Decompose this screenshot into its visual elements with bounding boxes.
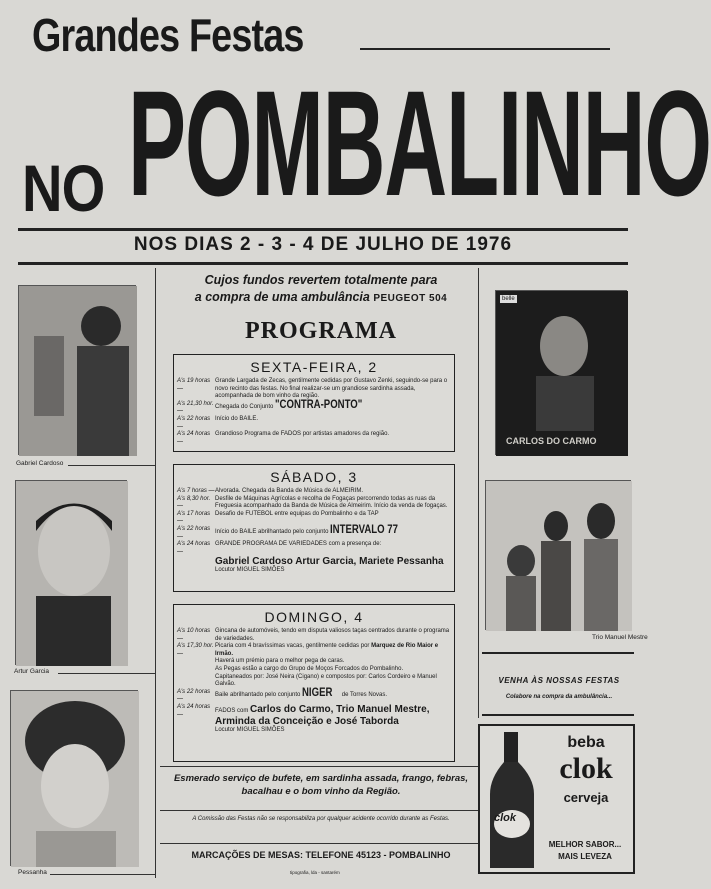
day-box-saturday [173,464,455,592]
schedule-row [174,643,454,658]
day-title: DOMINGO, 4 [264,609,364,625]
schedule-text: Alvorada. Chegada da Banda de Música de ALMEIRIM. [215,488,364,494]
schedule-time: A's 22 horas — [177,688,211,703]
schedule-text: Início do BAILE abrilhantado pelo conjunto [215,528,329,535]
caption-pessanha: Pessanha [18,869,47,876]
schedule-row [174,704,454,727]
portrait-figure-2 [16,481,128,666]
schedule-text-after: de Torres Novas. [341,691,388,698]
announcer: Locutor MIGUEL SIMÕES [215,727,285,734]
schedule-text: Picaria com 4 bravíssimas vacas, gentilmente cedidas por [215,643,370,650]
fund-purpose-line2 [160,289,482,307]
schedule-text: Desfile de Máquinas Agrícolas e recolha de Fogaças percorrendo todas as ruas da Freguesia acompanhado da Banda de Música de Almeirim. Início da venda de fogaças. [215,495,448,510]
photo-trio-manuel-mestre [485,480,631,630]
schedule-text: Desafio de FUTEBOL entre equipas do Pombalinho e da TAP [215,510,379,517]
record-label-logo: belle [502,296,515,302]
schedule-row [174,511,454,526]
schedule-time: A's 22 horas — [177,415,211,430]
record-cover-carlos-do-carmo [495,290,627,455]
bottom-rule-1 [160,766,482,767]
right-rule-bottom [482,714,634,716]
schedule-time: A's 17,30 hor. — [177,643,214,657]
ad-brand: clok [559,752,613,785]
fund-purpose-line1: Cujos fundos revertem totalmente para [204,273,438,287]
caption-artur-garcia: Artur Garcia [14,668,50,675]
title-rule [360,48,610,50]
schedule-time: A's 10 horas — [177,628,211,642]
schedule-text: Grande Largada de Zecas, gentilmente cedidas por Gustavo Zenki, seguindo-se para o novo recinto das festas. No final realizar-se um grandiose sardinha assada, acompanhada de bom vinho da região. [215,378,448,400]
photo-mariete-pessanha [10,690,138,866]
beer-bottle-icon [484,732,540,870]
right-rule-top [482,652,634,654]
band-contra-ponto: "CONTRA-PONTO" [275,396,363,411]
schedule-row [174,541,454,556]
day-title: SÁBADO, 3 [270,469,358,485]
printer-credit: tipografia, lda - santarém [290,870,340,875]
bufete-text: Esmerado serviço de bufete, em sardinha assada, frango, febras, bacalhau e o bom vinho da Região. [173,773,469,797]
title-pombalinho: POMBALINHO [128,59,711,227]
portrait-figure-1 [19,286,137,456]
portrait-figure-4 [496,291,628,456]
schedule-row [174,496,454,511]
schedule-row [174,684,454,704]
dates-rule-top [18,228,628,231]
ad-tagline-1: MELHOR SABOR... [548,840,622,849]
schedule-time: A's 8,30 hor. — [177,495,211,510]
schedule-row [174,727,454,735]
schedule-row [174,556,454,567]
table-reservations: MARCAÇÕES DE MESAS: TELEFONE 45123 - POMBALINHO [191,850,451,860]
schedule-time: A's 17 horas — [177,510,211,525]
schedule-text: Capitaneados por: José Neira (Cigano) e compostos por: Carlos Cordeiro e Manuel Galvão. [215,673,437,688]
schedule-text: Chegada do Conjunto [215,403,274,410]
schedule-text: Gincana de automóveis, tendo em disputa valiosos taças centrados durante o programa de variedades. [215,628,450,642]
schedule-row [174,658,454,666]
artists-variety: Gabriel Cardoso Artur Garcia, Mariete Pessanha [215,556,444,568]
schedule-text: Haverá um prémio para o melhor pega de caras. [215,658,345,665]
bottle-label-text: clok [494,812,517,824]
announcer: Locutor MIGUEL SIMÕES [215,567,285,574]
schedule-text: FADOS com [215,707,249,714]
fund-purpose [160,272,482,307]
cattle-owner: Marquez de Rio Maior e Irmão. [215,643,439,657]
title-grandes-festas: Grandes Festas [32,9,304,61]
comissao-disclaimer: A Comissão das Festas não se responsabiliza por qualquer acidente ocorrido durante as Festas. [192,816,450,822]
dates-rule-bottom [18,262,628,265]
venha-slogan: VENHA ÀS NOSSAS FESTAS [498,676,620,685]
schedule-time: A's 7 horas — [177,488,215,494]
bottom-rule-2 [160,810,482,811]
ad-cerveja: cerveja [563,790,609,805]
festival-dates: NOS DIAS 2 - 3 - 4 DE JULHO DE 1976 [133,234,513,255]
day-title: SEXTA-FEIRA, 2 [250,359,378,375]
schedule-row [174,628,454,643]
schedule-time: A's 22 horas — [177,525,211,540]
schedule-row [174,521,454,541]
fado-artists: Carlos do Carmo, Trio Manuel Mestre, Arminda da Conceição e José Taborda [215,703,430,727]
schedule-time: A's 21,30 hor. — [177,400,214,415]
ad-beba: beba [567,734,605,751]
schedule-time: A's 24 horas — [177,431,211,445]
ambulance-model: PEUGEOT 504 [373,293,448,304]
schedule-row [174,396,454,416]
schedule-row [174,666,454,674]
schedule-text: Baile abrilhantado pelo conjunto [215,691,301,698]
programa-heading: PROGRAMA [245,318,397,344]
clok-beer-ad [478,724,635,874]
schedule-text: As Pegas estão a cargo do Grupo de Moços Forcados do Pombalinho. [215,665,404,672]
caption-trio-manuel-mestre: Trio Manuel Mestre [592,634,648,641]
caption-rule [58,673,156,674]
caption-gabriel-cardoso: Gabriel Cardoso [16,460,64,467]
record-cover-title: CARLOS DO CARMO [506,436,597,446]
schedule-row [174,416,454,431]
bottom-rule-3 [160,843,482,844]
day-box-sunday [173,604,455,762]
caption-rule [50,874,156,875]
schedule-row [174,488,454,496]
photo-gabriel-cardoso [18,285,136,455]
schedule-time: A's 24 horas — [177,541,211,555]
photo-artur-garcia [15,480,127,665]
fund-purpose-text: a compra de uma ambulância [194,290,370,304]
day-box-friday [173,354,455,452]
schedule-text: GRANDE PROGRAMA DE VARIEDADES com a presença de: [215,541,382,548]
colabore-slogan: Colabore na compra da ambulância... [505,694,613,700]
schedule-text: Início do BAILE. [215,415,259,422]
band-niger: NIGER [302,684,333,699]
ad-tagline-2: MAIS LEVEZA [558,852,612,861]
schedule-text: Grandioso Programa de FADOS por artistas amadores da região. [215,431,390,438]
caption-rule [68,465,156,466]
schedule-time: A's 24 horas — [177,703,211,718]
portrait-figure-3 [11,691,139,867]
column-divider-left [155,268,156,878]
schedule-row [174,431,454,446]
group-figures [486,481,632,631]
schedule-row [174,567,454,575]
band-intervalo-77: INTERVALO 77 [330,521,399,536]
schedule-time: A's 19 horas — [177,378,211,392]
title-no: NO [22,151,105,225]
